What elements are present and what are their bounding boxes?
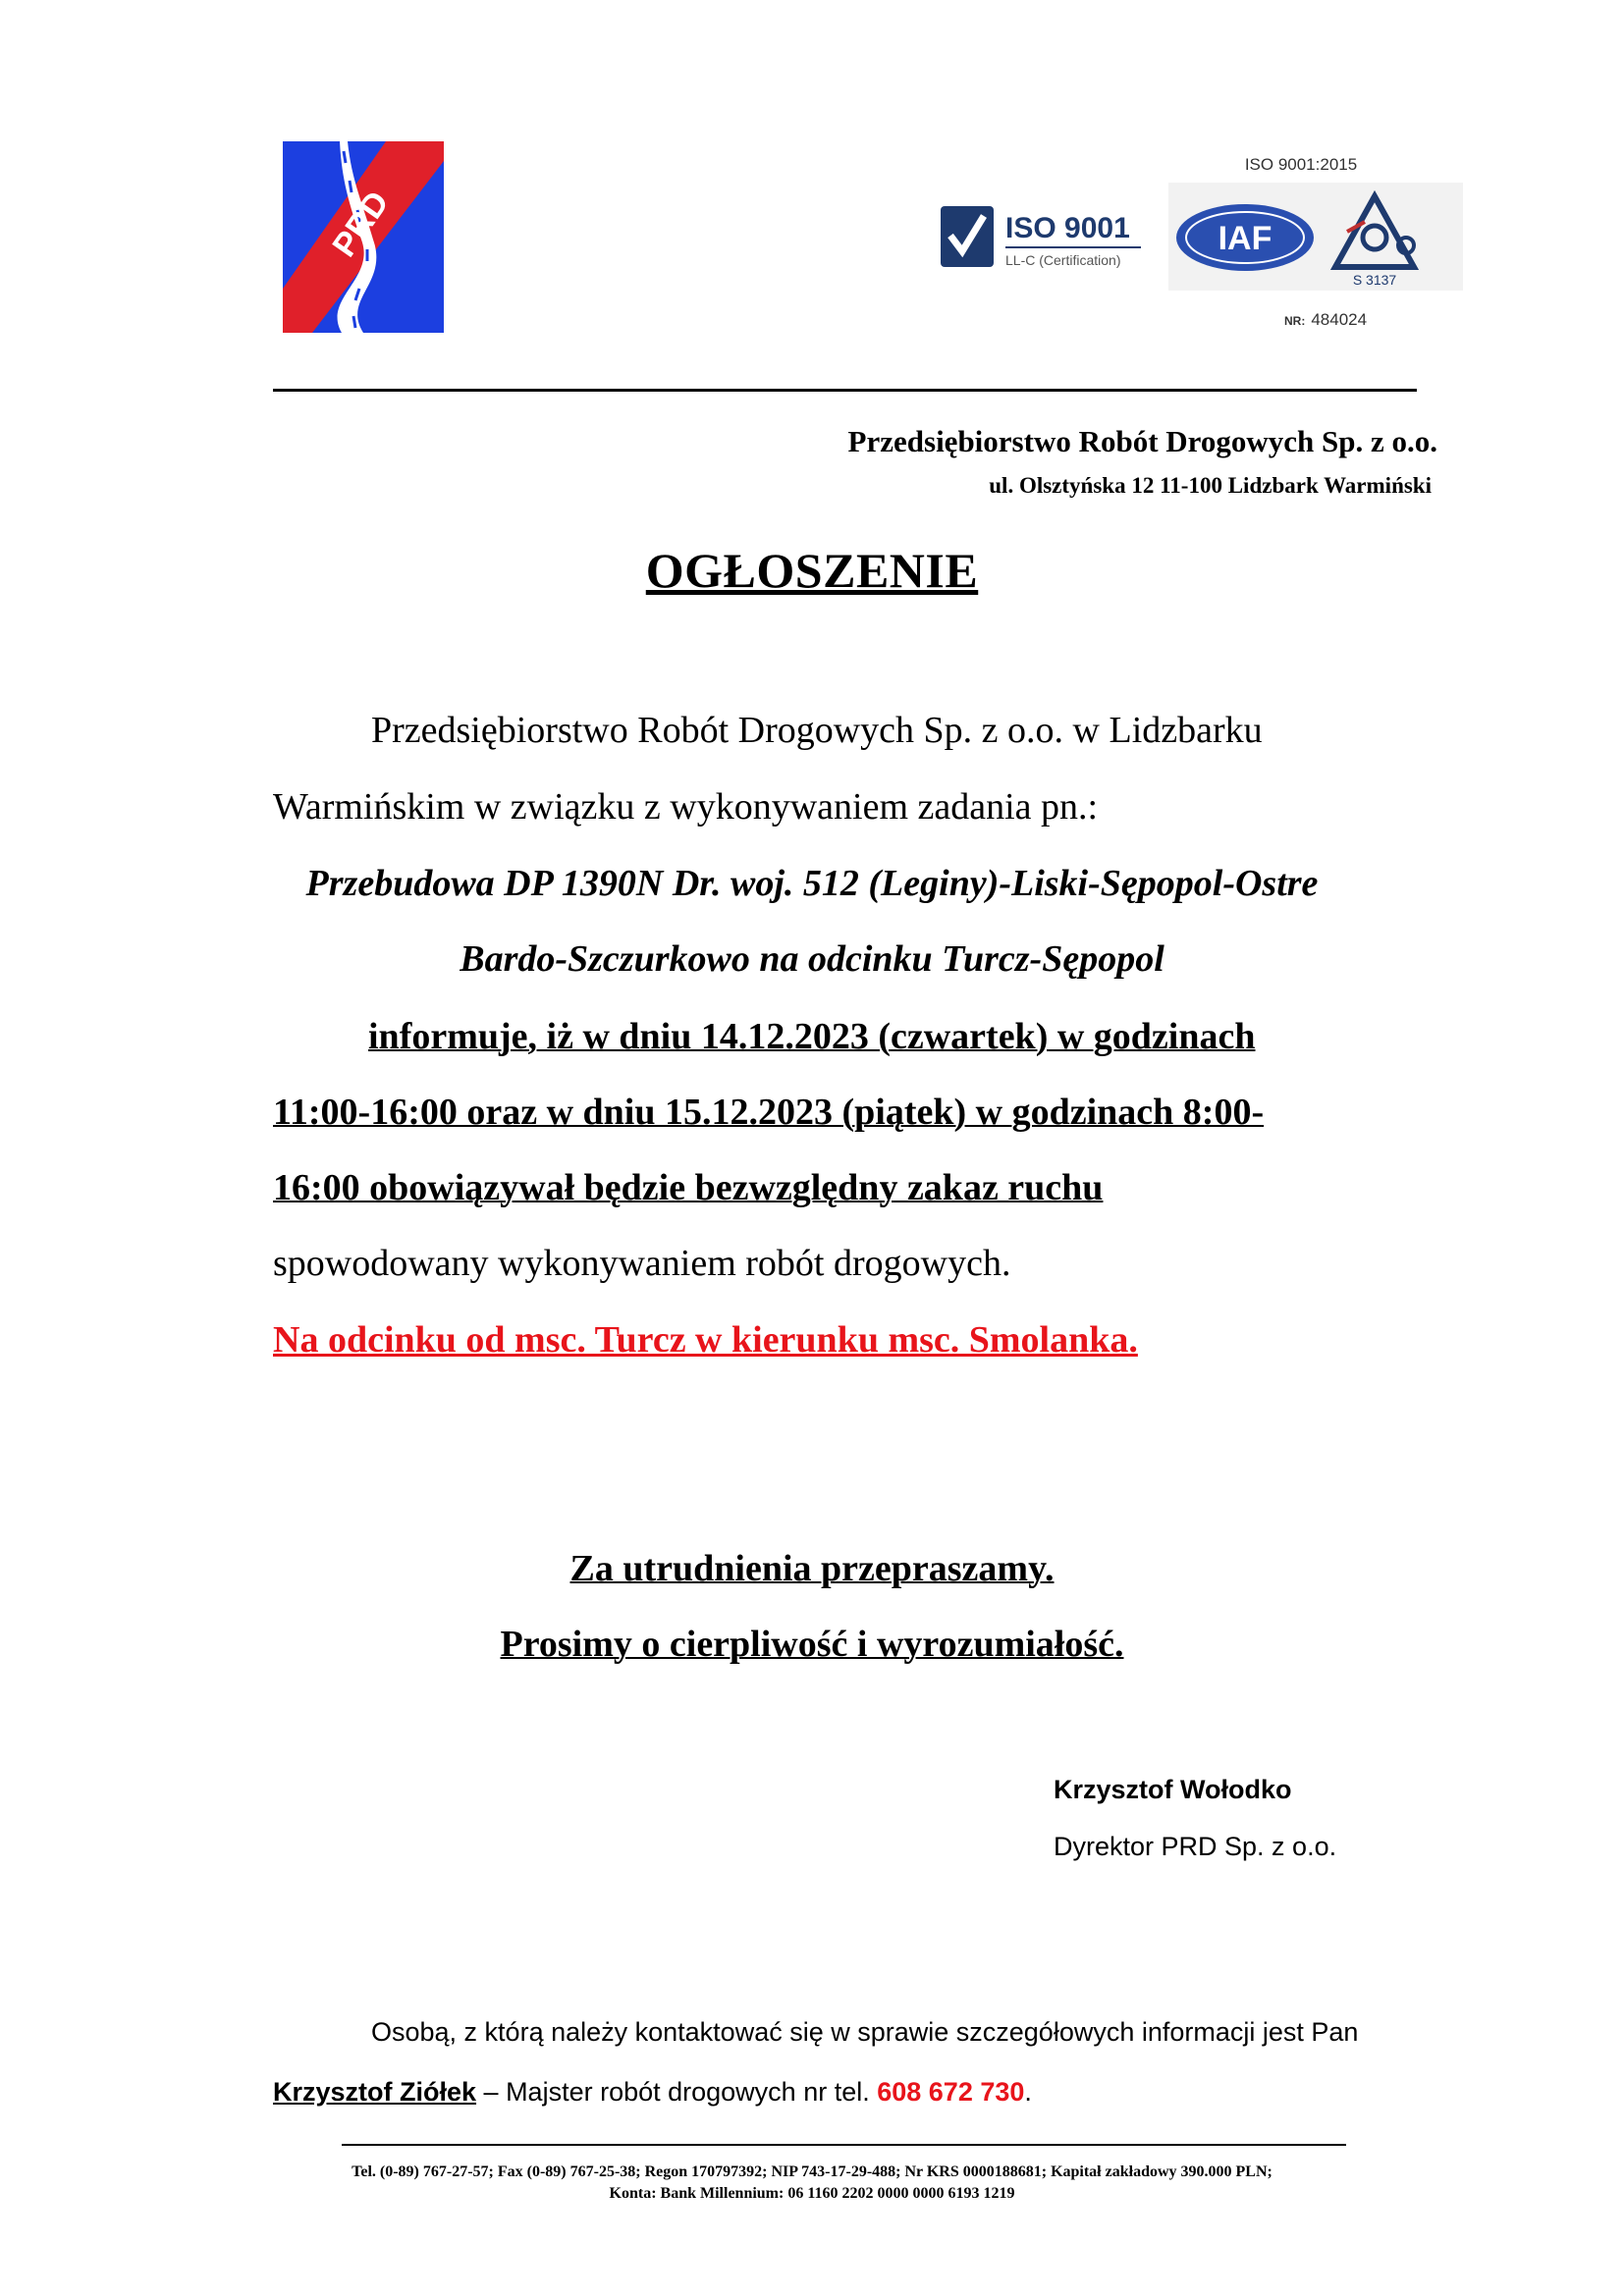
signatory-role: Dyrektor PRD Sp. z o.o. [1054, 1832, 1337, 1861]
cert-number-key: NR: [1284, 314, 1306, 328]
document-title: OGŁOSZENIE [645, 543, 979, 598]
company-address: ul. Olsztyńska 12 11-100 Lidzbark Warmiński [989, 473, 1432, 498]
iso-badge-sub: LL-C (Certification) [1005, 252, 1121, 268]
signatory-name: Krzysztof Wołodko [1054, 1775, 1292, 1804]
accreditation-code: S 3137 [1352, 272, 1397, 288]
intro-line-1: Przedsiębiorstwo Robót Drogowych Sp. z o.o. w Lidzbarku [371, 710, 1263, 751]
task-name-line-2: Bardo-Szczurkowo na odcinku Turcz-Sępopol [460, 938, 1164, 980]
closure-cause: spowodowany wykonywaniem robót drogowych. [273, 1243, 1011, 1284]
apology-line-1: Za utrudnienia przepraszamy. [569, 1548, 1055, 1589]
iso-9001-badge [941, 200, 1147, 275]
prd-logo [283, 141, 444, 333]
cert-number [1284, 310, 1367, 330]
iaf-accreditation-mark [1168, 183, 1463, 291]
apology-line-2: Prosimy o cierpliwość i wyrozumiałość. [500, 1624, 1124, 1665]
closure-info-line-1: informuje, iż w dniu 14.12.2023 (czwartek) w godzinach [368, 1016, 1256, 1057]
company-name: Przedsiębiorstwo Robót Drogowych Sp. z o.o. [847, 424, 1437, 458]
iso-badge-title: ISO 9001 [1005, 212, 1130, 244]
contact-phone: 608 672 730 [877, 2077, 1025, 2107]
contact-description: – Majster robót drogowych nr tel. [476, 2077, 878, 2107]
footer-divider [342, 2144, 1346, 2146]
cert-standard: ISO 9001:2015 [1244, 155, 1358, 174]
closure-info-line-2: 11:00-16:00 oraz w dniu 15.12.2023 (piątek) w godzinach 8:00- [273, 1092, 1265, 1133]
cert-number-value: 484024 [1311, 310, 1368, 329]
contact-line-2 [273, 2077, 1032, 2108]
contact-person: Krzysztof Ziółek [273, 2077, 477, 2107]
road-section-notice: Na odcinku od msc. Turcz w kierunku msc. Smolanka. [273, 1319, 1138, 1361]
header-divider [273, 389, 1417, 392]
contact-end: . [1024, 2077, 1032, 2107]
contact-line-1: Osobą, z którą należy kontaktować się w sprawie szczegółowych informacji jest Pan [371, 2017, 1359, 2047]
prd-logo-text: PRD [325, 184, 397, 264]
closure-info-line-3: 16:00 obowiązywał będzie bezwzględny zakaz ruchu [273, 1167, 1104, 1208]
task-name-line-1: Przebudowa DP 1390N Dr. woj. 512 (Leginy)-Liski-Sępopol-Ostre [305, 863, 1319, 904]
footer-line-2: Konta: Bank Millennium: 06 1160 2202 0000 0000 6193 1219 [609, 2185, 1015, 2202]
footer-line-1: Tel. (0-89) 767-27-57; Fax (0-89) 767-25-38; Regon 170797392; NIP 743-17-29-488; Nr KRS 0000188681; Kapitał zakładowy 390.000 PLN; [352, 2163, 1272, 2180]
intro-line-2: Warmińskim w związku z wykonywaniem zadania pn.: [273, 786, 1099, 828]
iaf-text: IAF [1218, 220, 1272, 257]
